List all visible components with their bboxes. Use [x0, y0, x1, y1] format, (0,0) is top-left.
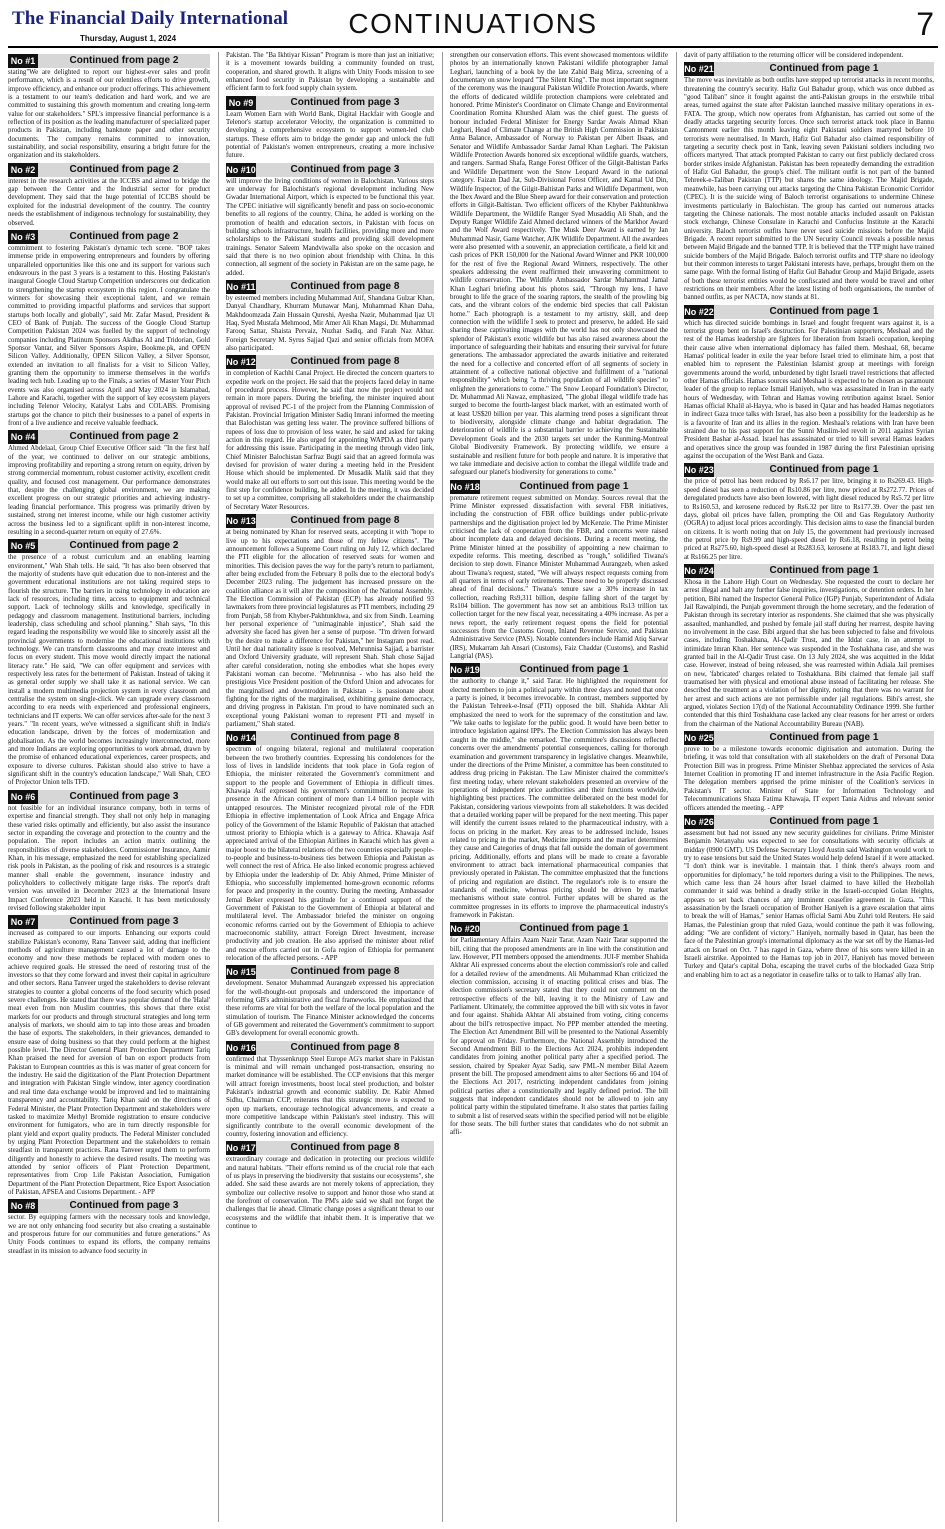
continued-from-label: Continued from page 8	[290, 356, 400, 368]
story-number-badge: No #20	[450, 924, 480, 935]
section-title: CONTINUATIONS	[348, 8, 598, 39]
continuation-block	[8, 230, 210, 429]
article-text: the presence of a robust curriculum and an enabling learning environment," Wah Shah tells. He said, "It has also been observed that the majority of students have quit education due to non-interest and the government educational institutions are not taking required steps to flourish the structure. The barriers in using technology in education are lack of resources, including time, access to equipment and technical support. Lack of technology skills and knowledge, specifically in pedagogy and classroom management. Institutional barriers, including leadership, class scheduling and school planning." Shah says, "In this regard leading the responsibility we would like to sincerely assist all the provincial governments to modernise the educational institutions with technology. We can transform classrooms and may create interest and focus on every student. This move would directly impact the national literacy rate." He said, "We can offer equipment and services with respectively less rates for the betterment of Pakistan. Instead of taking it as general order supply we shall take it as national service. We can install a modern multimedia projection system in every classroom and centralise the system on single-click. We can upgrade every classroom according to era needs with experienced and professional engineers, technicians and IT experts. We can offer services after-sale for the next 3 years." "In recent years, we've witnessed a significant shift in India's education landscape, driven by the forces of modernization and globalisation. As the world becomes increasingly interconnected, more and more Indians are exploring opportunities to work abroad, drawn by the promise of enhanced educational experiences, career prospects, and exposure to diverse cultures. Pakistan should also strive to have a significant shift in the country's education landscape," Wali Shah, CEO of Projector Union tells TFD.	[8, 554, 210, 787]
masthead-rule	[8, 46, 938, 48]
continuation-block	[684, 62, 934, 302]
continuation-header	[8, 790, 210, 804]
continuation-block	[450, 922, 668, 1137]
story-number-badge: No #21	[684, 64, 714, 75]
story-number-badge: No #8	[8, 1199, 38, 1213]
article-text: in completion of Kachhi Canal Project. He directed the concern quarters to expedite work on the project. He said that the projects faced delay in name of procedural process. However, he said that now the project would not remain in more papers. During the briefing, the minister inquired about approval of revised PC-1 of the project from the Planning Commission of Pakistan. Provincial Irrigation Minister Sadiq Imrani informed the meeting that Balochistan was getting less water. The province suffered billions of rupees of loss due to provision of less water, he said and asked for taking action in this regard. He also urged for appointing WAPDA as third party for addressing this issue. Participating in the meeting through video link, Chief Minister Balochistan Sarfraz Bugti said that an agreed formula was devised for provision of water during a meeting held in the President House which should be implemented. Dr Musadik Malik said that they would make all out efforts to sort out this issue. This meeting would be the first step for confidence building, he added. In the meeting, it was decided to set up a committee, comprising all stakeholders under the chairmanship of Secretary Water Resources.	[226, 370, 434, 511]
story-number-badge: No #23	[684, 465, 714, 476]
continuation-block	[684, 564, 934, 729]
continuation-block	[8, 1199, 210, 1256]
continuation-header	[226, 965, 434, 979]
article-text: which has directed suicide bombings in Israel and fought frequent wars against it, is a terrorist group bent on Israel's destruction. For Palestinian supporters, Meshaal and the rest of the Hamas leadership are fighters for liberation from Israeli occupation, keeping their cause alive when international diplomacy has failed them. Meshaal, 68, became Hamas' political leader in exile the year before Israel tried to eliminate him, a post that enabled him to represent the Palestinian Islamist group at meetings with foreign governments around the world, unburdened by tight Israeli travel restrictions that affected other Hamas officials. Hamas sources said Meshaal is expected to be chosen as paramount leader of the group to replace Ismail Haniyeh, who was assassinated in Iran in the early hours of Wednesday, with Tehran and Hamas vowing retribution against Israel. Senior Hamas official Khalil al-Hayya, who is based in Qatar and has headed Hamas negotiators in indirect Gaza truce talks with Israel, has also been a possibility for the leadership as he is a favourite of Iran and its allies in the region. Meshaal's relations with Iran have been strained due to his past support for the Sunni Muslim-led revolt in 2011 against Syrian President Bashar al-Assad. Israel has assassinated or tried to kill several Hamas leaders and operatives since the group was founded in 1987 during the first Palestinian uprising against the occupation of the West Bank and Gaza.	[684, 319, 934, 461]
story-number-badge: No #15	[226, 967, 256, 978]
article-text: premature retirement request submitted on Monday. Sources reveal that the Prime Minister expressed dissatisfaction with several FBR initiatives, including the construction of FBR office buildings under public-private partnerships and the digitisation project led by McKenzie. The Prime Minister criticised the lack of cooperation from the FBR, and concerns were raised about incomplete data and delayed decisions. During a recent meeting, the Prime Minister hinted at the possibility of appointing a new chairman to expedite reforms. This meeting, described as "rough," solidified Tiwana's decision to step down. Finance Minister Muhammad Aurangzeb, when asked about Tiwana's request, stated, "We will always respect requests coming from all quarters in terms of early retirements. These need to be properly discussed ahead of final decisions." Tiwana's tenure saw a 30% increase in tax collection, reaching Rs9,311 billion, despite falling short of the target by Rs104 billion. The government has now set an ambitious Rs13 trillion tax collection target for the new fiscal year, necessitating a 40% increase. As per a news report, the early retirement request opens the field for potential successors from the Customs Group, Inland Revenue Service, and Pakistan Administrative Service (PAS). Notable contenders include Hamid Atiq Sarwar (IRS), Mukarram Jah Ansari (Customs), Faiz Chaddar (Customs), and Rashid Langrial (PAS).	[450, 494, 668, 661]
continued-from-label: Continued from page 2	[69, 163, 179, 175]
continuation-header	[8, 1199, 210, 1213]
article-text: extraordinary courage and dedication in protecting our precious wildlife and natural habitats. "Their efforts remind us of the crucial role that each of us plays in preserving the biodiversity that sustains our ecosystems", she added. She said these awards are not merely tokens of appreciation, they symbolize our collective resolve to support and honor those who stand at the forefront of conservation. The PM's aide said we shall not forget the challenges that lie ahead. Climatic change poses a significant threat to our ecosystems and the wildlife that inhabit them. It is imperative that we continue to	[226, 1156, 434, 1230]
continuation-block	[684, 815, 934, 980]
continued-from-label: Continued from page 1	[769, 464, 879, 476]
article-text: increased as compared to our imports. Enhancing our exports could stabilize Pakistan's economy, Rana Tanveer said, adding that inefficient methods of agriculture management caused a lot of damage to the economy and now these methods be replaced with modern ones to achieve required goals. He stressed the need of restoring trust of the investors so that they come forward and invest their capital in agriculture and other sectors. Rana Tanveer urged the stakeholders to devise relevant strategies to counter a global concerns of the food security which posed severe challenges. He stated that there was popular demand of the 'Halal' meat even from non Muslim countries, this shows that there exist markets for our products and through structural strategies and long term analysis of markets, we should aim to tap into those areas and broaden the base of exports. The stakeholders, in their grievances, demanded to ensure ease of doing business so that they could perform at the highest possible level. The Director General Plant Protection Department Tariq Khan praised the need for aversion of ban on export products from Pakistan to European countries as this is was matter of great concern for the industry. He said the digitization of the Plant Protection Department and integration with Pakistan Single window, inter agency coordination and real time data exchange would be improved and led to maintaining transparency and accountability. Tariq Khan said on the directions of Federal Minister, the Plant Protection Department and stakeholders were tasked to maximize Methyl Bromide registration to ensure conducive environment for fumigators, who are in turn directly responsible for plant yield and export quality products. The Federal Minister concluded by urging Plant Protection Department and the stakeholders to remain steadfast in transparent practices. Rana Tanveer urged them to perform diligently and honestly to achieve the desired results. The meeting was attended by senior officers of Plant Protection Department, representatives from Crop Life Pakistan Association, Fumigation Department of the Plant Protection Department, Rice Export Association of Pakistan, APSEA and Customs Department. - APP	[8, 930, 210, 1196]
story-number-badge: No #16	[226, 1042, 256, 1053]
article-text: by esteemed members including Muhammad Atif, Shandana Gulzar Khan, Danyal Chaudhary, Khurram Munawar Manj, Muhammad Khan Daha, Makhdoomzada Zain Hussain Qureshi, Ayesha Nazir, Muhammad Ijaz Ul Haq, Syed Mustafa Mehmood, Mir Amer Ali Khan Magsi, Dr. Muhammad Farooq Sattar, Shaista Pervaiz, Nuzhat Sadiq, and Farah Naz Akbar. Foreign Secretary M. Syrus Sajjad Qazi and senior officials from MOFA also participated.	[226, 294, 434, 352]
column-3	[450, 52, 668, 1522]
continuation-header	[226, 514, 434, 528]
article-text: spectrum of ongoing bilateral, regional and multilateral cooperation between the two brotherly countries. Expressing his condolences for the loss of lives in landslide incidents that took place in Gofa region of Ethiopia, the minister reiterated the Government's commitment and support to the people and Government of Ethiopia in difficult times. Khawaja Asif expressed his government's commitment to increase its presence in the African continent of more than 1.4 billion people with untapped resources. The Minister recognized pivotal role of the FDR Ethiopia in effective implementation of Look Africa and Engage Africa policy of the Government of the Islamic Republic of Pakistan that attached utmost priority to Ethiopia which is a gateway to Africa. Khawaja Asif appreciated arrival of the Ethiopian Airlines in Karachi which has given a major boost to the bilateral relations of the two countries especially people-to-people and business-to-business ties between Ethiopia and Pakistan as well connect the rest of Africa. He also linked economic progress achieved by Ethiopia under the leadership of Dr. Abiy Ahmed, Prime Minister of Ethiopia, who successfully implemented home-grown economic reforms for peace and prosperity in the country. During the meeting, Ambassador Jemal Beker expressed his gratitude for a continued support of the Government of Pakistan to the Government of Ethiopia at bilateral and multilateral level. The Ambassador briefed the minister on ongoing economic reforms carried out by the Government of Ethiopia to achieve macroeconomic stability, attract Foreign Direct Investment, increase productivity and job creation. He also apprised the minister about relief and rescue efforts carried out in Gofa region of Ethiopia for permanent relocation of the affected persons. - APP	[226, 746, 434, 962]
continuation-header	[226, 96, 434, 110]
article-text: the price of petrol has been reduced by Rs6.17 per litre, bringing it to Rs269.43. High-speed diesel has seen a reduction of Rs10.86 per litre, now priced at Rs272.77. Prices of deregulated products have also been lowered, with light diesel reduced by Rs5.72 per litre to Rs160.53, and kerosene reduced by Rs6.32 per litre to Rs177.39. Over the past ten days, global oil prices have fallen, prompting the Oil and Gas Regulatory Authority (OGRA) to adjust local prices accordingly. This decision aims to ease the financial burden on citizens. It is worth noting that on July 15, the government had previously increased the petrol price by Rs9.99 and high-speed diesel by Rs6.18, resulting in petrol being priced at Rs275.60, high-speed diesel at Rs283.63, kerosene at Rs183.71, and light diesel at Rs166.25 per litre.	[684, 478, 934, 561]
continued-from-label: Continued from page 8	[290, 280, 400, 292]
continued-from-label: Continued from page 1	[519, 480, 629, 492]
continued-from-label: Continued from page 3	[69, 790, 179, 802]
story-number-badge: No #6	[8, 790, 38, 804]
continuation-header	[450, 480, 668, 494]
continuation-block	[684, 52, 934, 60]
column-4	[684, 52, 934, 1522]
continued-from-label: Continued from page 1	[519, 664, 629, 676]
continued-from-label: Continued from page 1	[769, 732, 879, 744]
continued-from-label: Continued from page 1	[519, 923, 629, 935]
article-text: Pakistan. The "Ba Ikhtiyar Kissan" Program is more than just an initiative; it is a movement towards building a community founded on trust, cooperation, and shared growth. It aligns with Unity Foods mission to see enhanced food security in Pakistan by developing a sustainable and efficient farm to fork food supply chain system.	[226, 52, 434, 93]
masthead	[8, 6, 938, 46]
continuation-block	[684, 731, 934, 813]
article-text: at being nominated by Khan for reserved seats, accepting it with "hope to live up to his expectations and those of my fellow citizens". The announcement follows a Supreme Court ruling on July 12, which declared the PTI eligible for the allocation of reserved seats for women and minorities. This decision paves the way for the party's return to parliament, after being excluded from the February 8 polls due to the electoral body's December 2023 ruling. The judgement has increased pressure on the coalition alliance as it will alter the composition of the National Assembly. The Election Commission of Pakistan (ECP) has already notified 93 lawmakers from three provincial legislatures as PTI members, including 29 from Punjab, 58 from Khyber-Pakhtunkhwa, and six from Sindh. Learning her personal experience of "unimaginable injustice", Shah said the adversity she faced has given her a sense of purpose. "I'm driven forward by the desire to make a difference for Pakistan," her Instagram post read. Until her dual nationality issue is resolved, Mehrunnisa Sajjad, a barrister and Oxford University graduate, will represent Shah. Shah chose Sajjad after careful consideration, noting she embodies what she hopes every Pakistani woman can become. "Mehrunnisa - who has also held the prestigious Vice President position of the Oxford Union and advocates for the marginalised and downtrodden in Pakistan - is passionate about fighting for the rights of the marginalised, exhibiting genuine democracy, and driving progress in Pakistan. I'm proud to have nominated such an exceptional young Pakistani woman to represent PTI and myself in parliament," Shah stated.	[226, 529, 434, 729]
column-divider	[218, 52, 219, 1522]
continued-from-label: Continued from page 1	[769, 815, 879, 827]
continued-from-label: Continued from page 8	[290, 1142, 400, 1154]
article-text: Ahmed Abdelaal, Group Chief Executive Officer said: "In the first half of the year, we continued to deliver on our strategic ambitions, improving profitability and reporting a strong return on equity, driven by strong commercial momentum, robust customer activity, excellent credit quality, and focused cost management. Our performance demonstrates that, despite the challenging global environment, we are making excellent progress on our strategic priorities and achieving industry-leading financial performance. This progress was primarily driven by sustained, strong net interest income, while our high customer activity across the business led to a significant uplift in non-interest income, resulting in a second-quarter return on equity of 27.6%.	[8, 445, 210, 536]
continuation-block	[226, 52, 434, 94]
continuation-block	[226, 280, 434, 353]
continuation-header	[684, 62, 934, 76]
story-number-badge: No #17	[226, 1143, 256, 1154]
continuation-block	[226, 965, 434, 1038]
column-2	[226, 52, 434, 1522]
column-1	[8, 52, 210, 1522]
continued-from-label: Continued from page 8	[290, 732, 400, 744]
article-text: for Parliamentary Affairs Azam Nazir Tarar. Azam Nazir Tarar supported the bill, citing that the proposed amendments are in line with the constitution and law. However, PTI members opposed the amendments. JUI-F member Shahida Akhtar Ali expressed concerns about the election commission's role and called for a detailed review of the amendments. Ali Muhammad Khan criticized the election commission, accusing it of enacting political crises and bias. The election commission's secretary stated that they could not comment on the retrospective effects of the bill, leaving it to the Ministry of Law and Parliament. Ultimately, the committee approved the bill with six votes in favor and four against. Shahida Akhtar Ali abstained from voting, citing concerns about the bill's retrospective impact. No PPP member attended the meeting. The Election Act Amendment Bill will be presented to the National Assembly for approval on Friday. Furthermore, the National Assembly introduced the Second Amendment Bill to the Elections Act 2024, prohibits independent candidates from joining another political party after a specified period. The session, chaired by Speaker Ayaz Sadiq, saw PML-N member Bilal Azeem present the bill. The proposed amendment aims to alter Sections 66 and 104 of the Elections Act 2017, restricting independent candidates from joining political parties after a constitutionally and legally defined period. The bill suggests that independent candidates should not be allowed to join any political party within the stipulated timeframe. It also states that parties failing to submit a list of reserved seats within the specified period will not be eligible for those seats. The bill further states that candidates who do not submit an affi-	[450, 937, 668, 1137]
continuation-block	[684, 305, 934, 462]
continued-from-label: Continued from page 3	[69, 1200, 179, 1212]
story-number-badge: No #4	[8, 430, 38, 444]
continuation-block	[8, 54, 210, 161]
continuation-header	[226, 1141, 434, 1155]
continued-from-label: Continued from page 1	[769, 305, 879, 317]
article-text: will improve the living conditions of women in Balochistan. Various steps are underway for Balochistan's regional development including New Gwadar International Airport, which is expected to be functional this year. The CPEC initiative will significantly benefit and pass on socio-economic benefits to all regions of the country. China, he added is working on the promotion of health and education sectors, in Pakistan with focus on building schools infrastructure, health facilities, providing more and more scholarships to the Pakistani students and providing skill development trainings. Senator Saleem Mandviwalla also spoke on the occasion and said that there is no two opinion about friendship with China. In this connection, all segment of the society in Pakistan are on the same page, he added.	[226, 177, 434, 277]
continued-from-label: Continued from page 1	[769, 63, 879, 75]
paper-name: The Financial Daily International	[12, 8, 289, 29]
continuation-block	[226, 514, 434, 729]
story-number-badge: No #14	[226, 733, 256, 744]
article-text: Learn Women Earn with World Bank, Digital Hackfair with Google and Telenor's startup accelerator Velocity, the organization is committed to developing a comprehensive ecosystem to support women-led club startups. These efforts aim to bridge the gender gap and unlock the full potential of Pakistan's women entrepreneurs, creating a more inclusive future.	[226, 110, 434, 160]
story-number-badge: No #13	[226, 516, 256, 527]
continuation-block	[450, 663, 668, 920]
continuation-header	[8, 430, 210, 444]
continuation-header	[8, 230, 210, 244]
article-text: the authority to change it," said Tarar. He highlighted the requirement for elected members to join a political party within three days and noted that once a party is joined, it becomes irrevocable. In contrast, members supported by the Pakistan Tehreek-e-Insaf (PTI) opposed the bill. Shahida Akhtar Ali emphasized the need to work for the supremacy of the constitution and law. "We take oaths to legislate for the public good. It would have been better to introduce legislation against IPPs. The Election Commission has always been caught in the middle," she remarked. The committee's discussions reflected concerns over the amendments' potential consequences, calling for thorough examination and government transparency in legislative changes. Meanwhile, under the directions of the Prime Minister, a committee has been constituted to address drug pricing in Pakistan. The Law Minister chaired the committee's first meeting today, where relevant stakeholders presented an overview of the operations of independent price authorities and their functions worldwide, highlighting best practices. The committee deliberated on the best model for Pakistan, considering various viewpoints from all stakeholders. It was decided that a detailed working paper will be prepared for the next meeting. This paper will identify the current issues related to the pharmaceutical industry, with a focus on pricing in the market. Key areas to be addressed include, Issues related to pricing in the market, Medicine imports and the market determines they cause and Categories of drugs that fall outside the domain of government pricing. Additionally, efforts and plans will be made to create a favorable environment to attract back international pharmaceutical companies that previously operated in Pakistan. The committee emphasized that the functions of pricing and regulation are distinct. The regulator's role is to ensure the standards of medicine, whereas pricing should be driven by market mechanisms without state control. Further updates will be shared as the committee progresses in its efforts to improve the pharmaceutical industry's framework in Pakistan.	[450, 678, 668, 920]
story-number-badge: No #18	[450, 481, 480, 492]
continued-from-label: Continued from page 2	[69, 230, 179, 242]
story-number-badge: No #1	[8, 54, 38, 68]
continuation-block	[8, 163, 210, 228]
column-divider	[676, 52, 677, 1522]
continuation-header	[684, 463, 934, 477]
story-number-badge: No #2	[8, 163, 38, 177]
continued-from-label: Continued from page 3	[290, 96, 400, 108]
continuation-header	[226, 355, 434, 369]
continuation-header	[226, 1041, 434, 1055]
continuation-block	[226, 731, 434, 963]
story-number-badge: No #11	[226, 281, 256, 292]
continuation-header	[8, 54, 210, 68]
page-number: 7	[916, 6, 934, 42]
article-text: interest in the research activities at the ICCBS and aimed to bridge the gap between the Center and the Industrial sector for product development. They said that the huge potential of ICCBS should be exploited for the industrial development of the country. The country needs the establishment of indigenous technology for sustainability, they observed.	[8, 177, 210, 227]
continuation-block	[450, 52, 668, 478]
publication-date: Thursday, August 1, 2024	[80, 34, 177, 43]
continued-from-label: Continued from page 2	[69, 540, 179, 552]
continuation-block	[226, 163, 434, 278]
continued-from-label: Continued from page 2	[69, 55, 179, 66]
article-text: Khosa in the Lahore High Court on Wednesday. She requested the court to declare her arrest illegal and halt any further false inquiries, investigations, or detention orders. In her petition, Bibi named the Inspector General Police (IGP) Punjab, Superintendent of Adiala Jail Rawalpindi, the Punjab government through the home secretary, and the federation of Pakistan through its secretary interior as respondents. She claimed that she was physically assaulted, manhandled, and pushed by female jail staff during her rearrest, despite having no involvement in the case. Bibi argued that she has been subjected to false and frivolous cases, including Toshakhana, Al-Qadir Trust, and the Iddat case, in an attempt to intimidate Imran Khan. Her sentence was suspended in the Toshakhana case, and she was granted bail in the Al-Qadir Trust case. On 13 July 2024, she was acquitted in the Iddat case. However, instead of being released, she was rearrested within Adiala Jail premises on new, 'fabricated' charges related to Toshakhana. Bibi claimed that female jail staff traumatised her with physical and emotional abuse instead of facilitating her release. She described the treatment as a violation of her dignity, noting that there was no warrant for her arrest and such actions are not permissible under jail regulations. Bibi's arrest, she argued, violates Section 17(d) of the National Accountability Ordinance 1999. She further contended that this third Toshakhana case lacked any clear reasons for her arrest or orders from the chairman of the National Accountability Bureau (NAB).	[684, 578, 934, 728]
article-text: not feasible for an individual insurance company, both in terms of expertise and financial strength. They shall not only help in managing these varied risks optimally and efficiently, but also assist the insurance sector in expanding the coverage and protection to the country and the population. The report includes an action matrix outlining the responsibilities of diverse stakeholders. Commissioner Insurance, Aamir Khan, in his message, emphasized the need for establishing specialized risk pools in Pakistan, as the pooling of risk and resources is a strategic manner shall enable the government, insurance industry and policyholders to collectively mitigate large risks. The report's draft version was unveiled in December 2023 at the International Insure Impact Conference 2023 held in Karachi. It has been meticulously revised following stakeholder input	[8, 804, 210, 912]
article-text: prove to be a milestone towards economic digitisation and automation. During the briefing, it was told that consultation with all stakeholders on the draft of Personal Data Protection Bill was in progress. Prime Minister Shehbaz appreciated the services of Asia Internet Coalition in promoting IT and internet infrastructure in the Asia Pacific Region. The delegation members apprised the prime minister of the Coalition's services in Pakistan's IT sector. Minister of State for Information Technology and Telecommunications Shaza Fatima Khawaja, IT expert Tania Aidrus and relevant senior officers attended the meeting. - APP	[684, 746, 934, 812]
article-text: confirmed that Thyssenkrupp Steel Europe AG's market share in Pakistan is minimal and will remain unchanged post-transaction, ensuring no market dominance will be established. The CCP envisions that this merger will attract foreign investments, boost local steel production, and bolster Pakistan's industrial growth and economic stability. Dr. Kabir Ahmed Sidhu, Chairman CCP, reiterates that this strategic move is expected to open up markets, encourage technological advancements, and create a more competitive landscape within Pakistan's steel industry. This will significantly contribute to the overall economic development of the country, fostering innovation and efficiency.	[226, 1055, 434, 1138]
continuation-header	[450, 663, 668, 677]
story-number-badge: No #5	[8, 539, 38, 553]
continuation-block	[226, 355, 434, 512]
story-number-badge: No #19	[450, 665, 480, 676]
continuation-header	[8, 915, 210, 929]
continued-from-label: Continued from page 3	[69, 916, 179, 928]
article-columns	[8, 52, 940, 1522]
continued-from-label: Continued from page 1	[769, 564, 879, 576]
continued-from-label: Continued from page 2	[69, 431, 179, 443]
continuation-block	[8, 430, 210, 537]
column-divider	[442, 52, 443, 1522]
article-text: strengthen our conservation efforts. This event showcased momentous wildlife photos by an internationally known Pakistani wildlife photographer Jamal Leghari, launching of a book by the late Zahid Baig Mirza, screening of a documentary on snow leopard "The Silent King". The most important segment of the ceremony was the inaugural Pakistan Wildlife Protection Awards, where the efforts of dedicated wildlife protection champions were celebrated and honored. Prime Minister's Coordinator on Climate Change and Environmental Coordination Romina Khurshed Alam was the chief guest. The guests of honour included Federal Minister for Energy Sardar Awais Ahmad Khan Leghari, Head of Climate Change at the British High Commission in Pakistan Anna Balance, Ambassador of Norway to Pakistan per Albert Ilsaas, and Senator and Wildlife Ambassador Sardar Jamal Khan Leghari. The Pakistan Wildlife Protection Awards honored six exceptional wildlife guards, watchers, and rangers. Sarmad Shafa, Range Forest Officer of the Gilgit-Baltistan Parks and Wildlife Department won the Snow Leopard Award in the national category. Faizan Dad Jat, Sub-Divisional Forest Officer, and Kamal Ud Din, Wildlife Inspector, of the Gilgit-Baltistan Parks and Wildlife Department, won the Ibex Award and the Blue Sheep award for their conservation and protection efforts in Gilgit-Baltistan. Two efficient officers of the Khyber Pakhtunkhwa Wildlife Department, the Wildlife Ranger Syed Musaddiq Ali Shah, and the Deputy Ranger Wildlife Zaid Ahmed declared winners of the Markhor Award and the Wolf Award respectively. The Musk Deer Award is earned by Jan Muhammad Nasir, Game Watcher, AJK Wildlife Department. All the awardees were also presented with a souvenir, an appreciation certificate, a field kit and cash prices of PKR 150,000 for the National Award Winner and PKR 100,000 for the rest of five the Regional Award Winners, respectively. The other speakers addressing the event reaffirmed their unwavering commitment to wildlife conservation. The Wildlife Ambassador Sardar Muhammad Jamal Khan Leghari briefing about his photos said, "Through my lens, I have brought to life the grace of the soaring raptors, the stealth of the prowling big cats, and the vibrant colors of the endemic bird species that call Pakistan home." Each photograph is a testament to my artistry, skill, and deep connection with the wildlife I seek to protect and preserve, he added. He said sharing these captivating images with the world has not only showcased the splendor of Pakistan's exotic wildlife but has also raised awareness about the importance of safeguarding their habitats and ensuring their survival for future generations. The ambassador appreciated the awards initiative and reiterated the need for a collective and concerted effort of all segments of society in attainment of a collective national objective and fulfillment of a "national responsibility" which being "a thriving population of all wildlife species" to enlighten the generations to come." The Snow Leopard Foundation's Director, Dr. Muhammad Ali Nawaz, emphasized, "The global illegal wildlife trade has surged to become the fourth-largest black market, with an estimated worth of at least US$20 billion per year. This alarming trend poses a significant threat to biodiversity, alongside climate change and habitat degradation. The deterioration of wildlife is a substantial barrier to achieving the Sustainable Development Goals and the 2030 targets set under the Kunming-Montreal Global Biodiversity Framework. By protecting wildlife, we ensure a sustainable and resilient future for both people and nature. It is imperative that we take immediate and decisive action to combat the illegal wildlife trade and safeguard our planet's biodiversity for generations to come."	[450, 52, 668, 477]
story-number-badge: No #26	[684, 816, 714, 827]
continuation-header	[226, 731, 434, 745]
story-number-badge: No #22	[684, 306, 714, 317]
story-number-badge: No #3	[8, 230, 38, 244]
story-number-badge: No #12	[226, 357, 256, 368]
story-number-badge: No #9	[226, 96, 256, 110]
continuation-header	[226, 163, 434, 177]
continuation-header	[450, 922, 668, 936]
story-number-badge: No #10	[226, 164, 256, 175]
continuation-header	[684, 731, 934, 745]
continuation-block	[8, 539, 210, 788]
article-text: davit of party affiliation to the returning officer will be considered independent.	[684, 52, 904, 59]
continuation-header	[684, 564, 934, 578]
continuation-block	[226, 96, 434, 161]
story-number-badge: No #7	[8, 915, 38, 929]
continuation-block	[226, 1141, 434, 1231]
story-number-badge: No #24	[684, 565, 714, 576]
continued-from-label: Continued from page 8	[290, 966, 400, 978]
continuation-header	[226, 280, 434, 294]
continuation-header	[8, 539, 210, 553]
article-text: commitment to fostering Pakistan's dynamic tech scene. "BOP takes immense pride in empowering entrepreneurs and founders by offering unparalleled opportunities like this one and its support for various such endeavours in the past 3 years is a testament to this. Hosting Pakistan's inaugural Google Cloud Startup Competition underscores our dedication to strengthening the startup ecosystem in this region. I congratulate the winners for showcasing their exceptional talent, and we remain committed to providing impactful platforms and services that support startups both locally and globally", said Mr. Zafar Masud, President & CEO of Bank of Punjab. The success of the Google Cloud Startup Competition Pakistan 2024 was fuelled by the support of technology companies including Platinum Sponsors Akdhas AI and Tridorian, Gold Sponsor Vantar, and Silver Sponsors Aspire, Bookme.pk, and OPEN Silicon Valley. Additionally, OPEN Silicon Valley, a Silver Sponsor, extended an invitation to all finalists for a visit to Silicon Valley, granting them the opportunity to immerse themselves in the world's leading tech hub. Leading up to the Finals, a series of Master Your Pitch events was also organised across April and May 2024 in Islamabad, Lahore and Karachi, together with the support of key ecosystem players including Telenor Velocity, Katalyst Labs and COLABS. Promising startups got the chance to pitch their businesses to a panel of experts in front of a live audience and receive valuable feedback.	[8, 244, 210, 428]
article-text: sector. By equipping farmers with the necessary tools and knowledge, we are not only enhancing food security but also creating a sustainable and prosperous future for our communities and future generations." As Unity Foods continues to expand its efforts, the company remains steadfast in its mission to advance food security in	[8, 1214, 210, 1255]
continued-from-label: Continued from page 8	[290, 1041, 400, 1053]
continued-from-label: Continued from page 3	[290, 163, 400, 175]
continued-from-label: Continued from page 8	[290, 515, 400, 527]
article-text: The move was inevitable as both outfits have stepped up terrorist attacks in recent months, threatening the country's security. Hafiz Gul Bahadur group, which was once dubbed as "good Taliban" since it fought against the anti-Pakistan groups in the erstwhile tribal areas, turned against the state after Pakistan launched massive military operations in ex-FATA. The group, which now operates from Afghanistan, has carried out some of the deadly attacks targeting security forces. Once such terrorist attack took place in Bannu Cantonment earlier this month leaving eight Pakistani soldiers martyred before 10 terrorists were neutralised. In March, Hafiz Gul Bahadur also claimed responsibility of targeting a security check post in Tank, leaving seven Pakistani soldiers including two officers martyred. That attack prompted Pakistan to carry out first publicly declared cross border strikes inside Afghanistan. Pakistan has been repeatedly demanding the extradition of Hafiz Gul Bahadur, the group's chief. The militant outfit is not part of the banned Tehreek-e-Taliban Pakistan (TTP) but shares the same ideology. The Majid Brigade, meanwhile, has been carrying out attacks targeting the China Pakistan Economic Corridor (CPEC). It is the suicide wing of Baloch terrorist organisations to undermine Chinese investments particularly in Balochistan. The group has carried out numerous attacks targeting the Chinese nationals. The most notable attacks included assault on Pakistan stock exchange, Chinese Consulate in Karachi and Confucius Institute at the Karachi university. Baloch terrorist outfits have never used suicide missions before the Majid Brigade. A recent report submitted to the UN Security Council reveals a possible nexus between Majid Brigade and the banned TTP. It is believed that the TTP might have trained suicide bombers of the Majid Brigade. Baloch terrorist outfits and TTP share no ideology but their common interests to target Pakistani interests have, perhaps, brought them on the same page. With the formal listing of Hafiz Gul Bahadur Group and Majid Brigade, assets of both these terrorist entities would be confiscated and there would be travel and other restrictions on their members. After the latest listing of both organisations, the number of banned outfits, as per NACTA, now stands at 81.	[684, 77, 934, 302]
article-text: assessment but had not issued any new security guidelines for civilians. Prime Minister Benjamin Netanyahu was expected to see for consultations with security officials at midday (0900 GMT). US Defense Secretary Lloyd Austin said Washington would work to try to ease tensions but said the United States would help defend Israel if it were attacked. "I don't think war is inevitable. I maintain that. I think there's always room and opportunities for diplomacy," he told reporters during a visit to the Philippines. The news, which came less than 24 hours after Israel claimed to have killed the Hezbollah commander it said was behind a deadly strike in the Israeli-occupied Golan Heights, appears to set back chances of any imminent ceasefire agreement in Gaza. "This assassination by the Israeli occupation of Brother Haniyeh is a grave escalation that aims to break the will of Hamas," senior Hamas official Sami Abu Zuhri told Reuters. He said Hamas, the Palestinian group that ruled Gaza, would continue the path it was following, adding: "We are confident of victory." Haniyeh, normally based in Qatar, has been the face of the Palestinian group's international diplomacy as the war set off by the Hamas-led attack on Israel on Oct. 7 has raged in Gaza, where three of his sons were killed in an Israeli airstrike. Appointed to the Hamas top job in 2017, Haniyeh has moved between Turkey and Qatar's capital Doha, escaping the travel curbs of the blockaded Gaza Strip and enabling him to act as a negotiator in ceasefire talks or to talk to Hamas' ally Iran.	[684, 829, 934, 979]
continuation-block	[684, 463, 934, 561]
continuation-block	[8, 915, 210, 1197]
continuation-header	[684, 815, 934, 829]
continuation-block	[226, 1041, 434, 1139]
continuation-header	[8, 163, 210, 177]
article-text: development. Senator Muhammad Aurangzeb expressed his appreciation for the well-thought-out proposals and underscored the importance of reforming GB's administrative and fiscal frameworks. He emphasized that these reforms are vital for both the welfare of the local population and the stimulation of tourism. The Finance Minister acknowledged the concerns of GB government and reiterated the Government's commitment to support GB's development for overall economic growth.	[226, 980, 434, 1038]
continuation-block	[8, 790, 210, 913]
continuation-header	[684, 305, 934, 319]
story-number-badge: No #25	[684, 733, 714, 744]
continuation-block	[450, 480, 668, 662]
article-text: stating"We are delighted to report our highest-ever sales and profit performance, which is a result of our relentless efforts to drive growth, improve efficiency, and enhance our product offerings. This achievement is a testament to our team's dedication and hard work, and we are committed to sustaining this growth momentum and creating long-term value for our stakeholders." SPL's impressive financial performance is a reflection of its position as the leading manufacturer of specialized paper products in Pakistan, including banknote paper and other security documents. The company remains committed to innovation, sustainability, and social responsibility, ensuring a bright future for the organization and its stakeholders.	[8, 69, 210, 160]
